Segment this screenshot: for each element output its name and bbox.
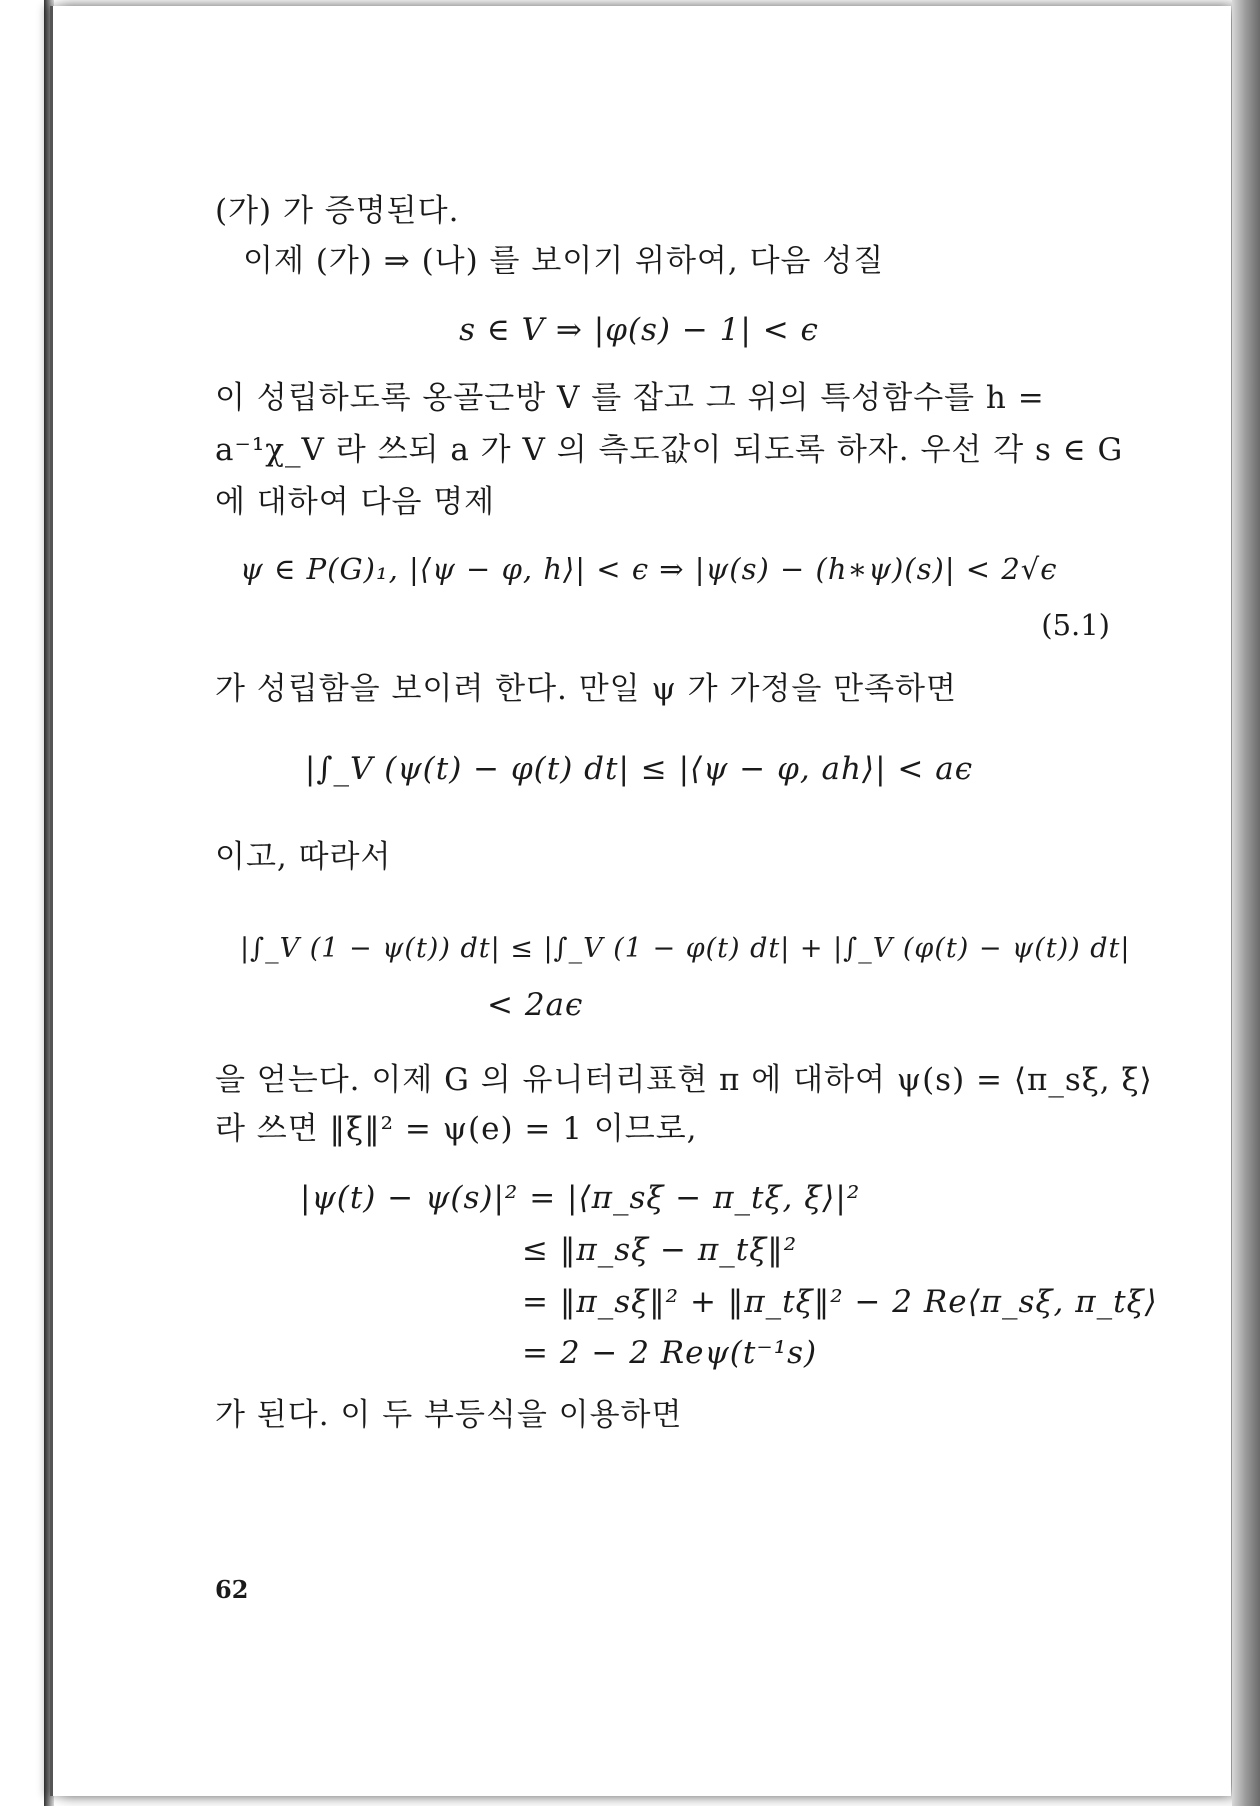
display-equation-5-line-4: = 2 − 2 Reψ(t⁻¹s) xyxy=(522,1335,818,1371)
display-equation-2: ψ ∈ P(G)₁, |⟨ψ − φ, h⟩| < ϵ ⇒ |ψ(s) − (h∗ψ)(s)| < 2√ϵ xyxy=(240,552,1058,586)
display-equation-4b: < 2aϵ xyxy=(487,987,584,1023)
text-line-10: 가 된다. 이 두 부등식을 이용하면 xyxy=(215,1397,683,1433)
display-equation-5-line-3: = ‖π_sξ‖² + ‖π_tξ‖² − 2 Re⟨π_sξ, π_tξ⟩ xyxy=(522,1284,1158,1320)
display-equation-4: |∫_V (1 − ψ(t)) dt| ≤ |∫_V (1 − φ(t) dt| + |∫_V (φ(t) − ψ(t)) dt| xyxy=(240,933,1131,964)
display-equation-5-line-1: |ψ(t) − ψ(s)|² = |⟨π_sξ − π_tξ, ξ⟩|² xyxy=(300,1180,861,1216)
display-equation-1: s ∈ V ⇒ |φ(s) − 1| < ϵ xyxy=(459,312,819,348)
text-line-4: a⁻¹χ_V 라 쓰되 a 가 V 의 측도값이 되도록 하자. 우선 각 s ∈ G xyxy=(215,432,1124,468)
page-edge-shadow xyxy=(1232,0,1260,1806)
display-equation-5-line-2: ≤ ‖π_sξ − π_tξ‖² xyxy=(522,1232,798,1268)
text-line-7: 이고, 따라서 xyxy=(215,839,392,875)
display-equation-3: |∫_V (ψ(t) − φ(t) dt| ≤ |⟨ψ − φ, ah⟩| < aϵ xyxy=(304,751,974,787)
text-line-3: 이 성립하도록 옹골근방 V 를 잡고 그 위의 특성함수를 h = xyxy=(215,380,1045,416)
equation-number: (5.1) xyxy=(1041,608,1110,642)
text-line-9: 라 쓰면 ‖ξ‖² = ψ(e) = 1 이므로, xyxy=(215,1111,698,1147)
text-line-6: 가 성립함을 보이려 한다. 만일 ψ 가 가정을 만족하면 xyxy=(215,671,957,707)
text-line-1: (가) 가 증명된다. xyxy=(215,193,460,229)
page-number: 62 xyxy=(215,1575,249,1604)
text-line-8: 을 얻는다. 이제 G 의 유니터리표현 π 에 대하여 ψ(s) = ⟨π_sξ, ξ⟩ xyxy=(215,1062,1153,1098)
text-line-2: 이제 (가) ⇒ (나) 를 보이기 위하여, 다음 성질 xyxy=(243,243,885,279)
text-line-5: 에 대하여 다음 명제 xyxy=(215,484,496,520)
